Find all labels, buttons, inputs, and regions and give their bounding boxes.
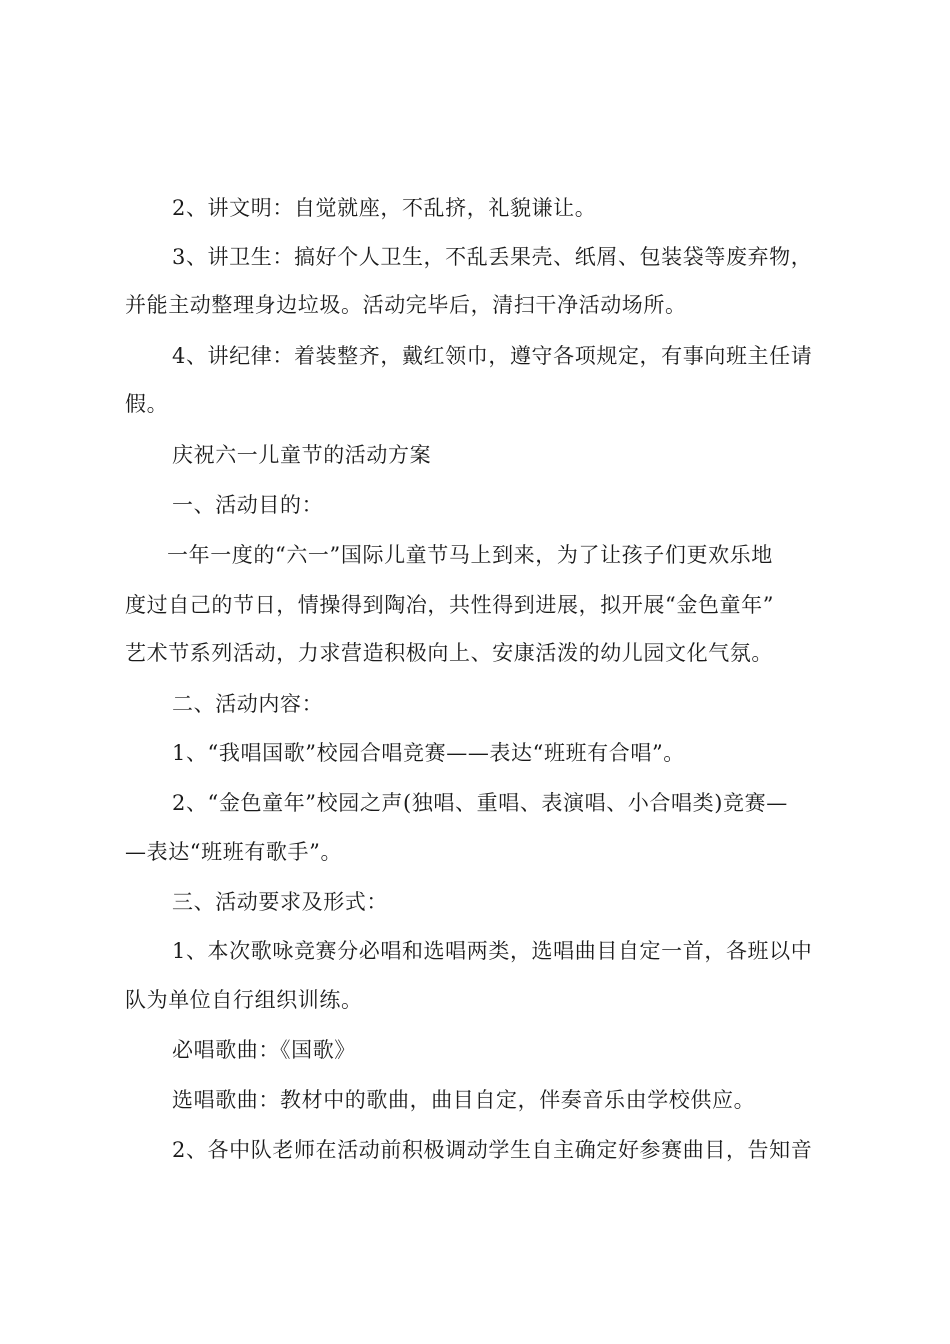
paragraph-requirements-item1-line1: 1、本次歌咏竞赛分必唱和选唱两类，选唱曲目自定一首，各班以中 (172, 939, 813, 963)
paragraph-hygiene-line1: 3、讲卫生：搞好个人卫生，不乱丢果壳、纸屑、包装袋等废弃物， (172, 245, 813, 269)
paragraph-content-item2-line1: 2、“金色童年”校园之声(独唱、重唱、表演唱、小合唱类)竞赛— (172, 791, 788, 815)
paragraph-content-item1: 1、“我唱国歌”校园合唱竞赛——表达“班班有合唱”。 (172, 741, 685, 765)
paragraph-required-song: 必唱歌曲：《国歌》 (172, 1038, 356, 1062)
paragraph-civility: 2、讲文明：自觉就座，不乱挤，礼貌谦让。 (172, 196, 597, 220)
heading-content: 二、活动内容： (172, 692, 324, 716)
heading-requirements: 三、活动要求及形式： (172, 890, 388, 914)
section-title: 庆祝六一儿童节的活动方案 (172, 443, 432, 467)
paragraph-discipline-line1: 4、讲纪律：着装整齐，戴红领巾，遵守各项规定，有事向班主任请 (172, 344, 813, 368)
paragraph-purpose-line3: 艺术节系列活动，力求营造积极向上、安康活泼的幼儿园文化气氛。 (125, 641, 773, 665)
paragraph-requirements-item1-line2: 队为单位自行组织训练。 (125, 988, 363, 1012)
heading-purpose: 一、活动目的： (172, 493, 324, 517)
paragraph-optional-song: 选唱歌曲：教材中的歌曲，曲目自定，伴奏音乐由学校供应。 (172, 1088, 756, 1112)
paragraph-requirements-item2: 2、各中队老师在活动前积极调动学生自主确定好参赛曲目，告知音 (172, 1138, 813, 1162)
paragraph-hygiene-line2: 并能主动整理身边垃圾。活动完毕后，清扫干净活动场所。 (125, 293, 687, 317)
paragraph-discipline-line2: 假。 (125, 392, 169, 416)
paragraph-content-item2-line2: —表达“班班有歌手”。 (125, 840, 343, 864)
paragraph-purpose-line1: 一年一度的“六一”国际儿童节马上到来，为了让孩子们更欢乐地 (167, 543, 773, 567)
paragraph-purpose-line2: 度过自己的节日，情操得到陶冶，共性得到进展，拟开展“金色童年” (125, 593, 775, 617)
